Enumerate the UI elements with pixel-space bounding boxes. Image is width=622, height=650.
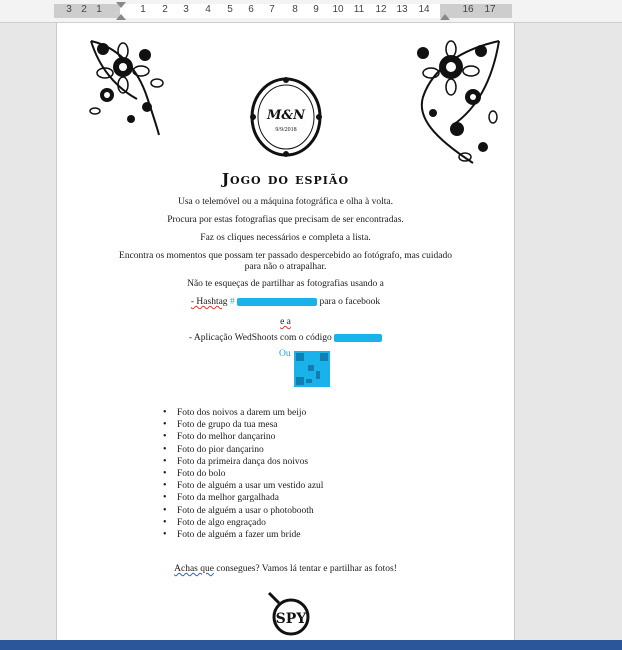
app-line [57,333,514,344]
checklist-item: • Foto de alguém a usar o photobooth [167,505,323,517]
instruction-line-3: Faz os cliques necessários e completa a lista. [200,233,371,243]
ruler-label: 3 [183,4,189,15]
floral-corner-right-ornament [353,37,503,167]
ruler-label: 11 [353,4,365,15]
qr-code-redacted [294,351,330,387]
closing-line [57,564,514,575]
hanging-indent-marker[interactable] [116,14,126,20]
checklist-item: • Foto do pior dançarino [167,444,323,456]
document-page[interactable] [56,23,515,650]
checklist-item: • Foto de alguém a usar um vestido azul [167,480,323,492]
taskbar [0,640,622,650]
instruction-line-4a: Encontra os momentos que possam ter passado despercebido ao fotógrafo, mas cuidado [119,251,452,261]
checklist-item: • Foto da melhor gargalhada [167,492,323,504]
checklist-item: • Foto do bolo [167,468,323,480]
hashtag-redacted-block [237,298,317,306]
ruler-label: 2 [162,4,168,15]
closing-part-b: consegues? Vamos lá tentar e partilhar as fotos! [216,564,397,574]
instruction-line-2: Procura por estas fotografias que precisam de ser encontradas. [167,215,404,225]
horizontal-ruler[interactable] [0,0,622,23]
ruler-label: 8 [292,4,298,15]
spy-magnifier-logo [265,591,311,637]
hashtag-suffix: para o facebook [319,297,381,307]
checklist-item: • Foto de grupo da tua mesa [167,419,323,431]
instruction-line-4b: para não o atrapalhar. [244,262,327,272]
instruction-line-5: Não te esqueças de partilhar as fotografias usando a [187,279,384,289]
ruler-label: 4 [205,4,211,15]
checklist-item: • Foto de algo engraçado [167,517,323,529]
hashtag-line [57,297,514,308]
ruler-label: 2 [81,4,87,15]
monogram-date: 9/9/2018 [275,127,297,133]
instruction-line-1: Usa o telemóvel ou a máquina fotográfica e olha à volta. [178,197,393,207]
first-line-indent-marker[interactable] [116,2,126,8]
checklist-item: • Foto do melhor dançarino [167,431,323,443]
ruler-label: 17 [484,4,496,15]
ruler-label: 5 [227,4,233,15]
ruler-label: 12 [375,4,387,15]
or-text: Ou [279,349,291,359]
ruler-label: 9 [313,4,319,15]
ruler-label: 6 [248,4,254,15]
hashtag-prefix: - Hashtag [190,297,228,307]
ruler-label: 1 [96,4,102,15]
monogram-emblem [247,75,325,159]
hashtag-symbol: # [229,297,235,307]
photo-checklist [167,407,323,541]
ruler-right-margin [440,4,512,18]
ruler-label: 16 [462,4,474,15]
app-code-redacted-block [334,334,382,342]
ruler-label: 1 [140,4,146,15]
monogram-initials: M&N [266,108,306,123]
checklist-item: • Foto dos noivos a darem um beijo [167,407,323,419]
and-text: e a [280,317,291,327]
spy-logo-text: SPY [275,611,307,627]
ruler-label: 7 [269,4,275,15]
ruler-label: 10 [332,4,344,15]
floral-corner-left-ornament [87,37,177,137]
ruler-label: 13 [396,4,408,15]
checklist-item: • Foto de alguém a fazer um bride [167,529,323,541]
document-title: Jogo do espião [221,170,350,188]
ruler-label: 14 [418,4,430,15]
checklist-item: • Foto da primeira dança dos noivos [167,456,323,468]
app-line-text: - Aplicação WedShoots com o código [188,333,332,343]
closing-part-a: Achas que [174,564,214,574]
ruler-label: 3 [66,4,72,15]
right-indent-marker[interactable] [440,14,450,20]
